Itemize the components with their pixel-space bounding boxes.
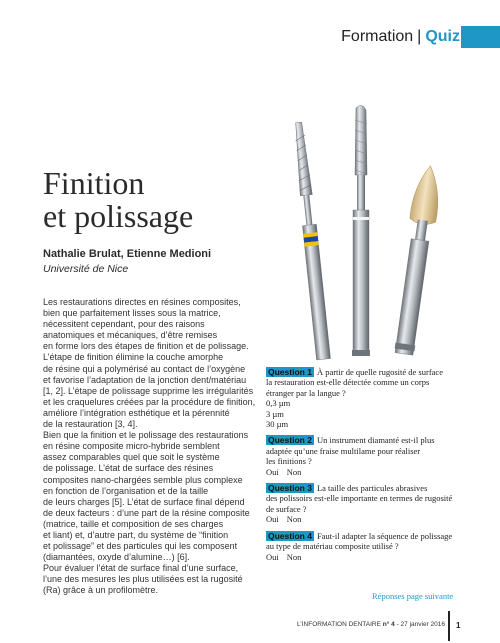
body-line: en fonction de l’organisation et de la taille bbox=[43, 485, 209, 496]
header-accent-bar bbox=[461, 26, 500, 48]
page-footer bbox=[297, 621, 445, 628]
quiz-panel bbox=[266, 367, 466, 568]
body-line: et les craquelures créées par la procédure de finition, bbox=[43, 396, 256, 407]
body-line: de deux facteurs : d’une part de la résine composite bbox=[43, 507, 250, 518]
question-label: Question 2 bbox=[268, 435, 312, 446]
body-line: Pour évaluer l’état de surface final d’une surface, bbox=[43, 563, 239, 574]
affiliation: Université de Nice bbox=[43, 263, 129, 275]
issue-date: - 27 janvier 2016 bbox=[396, 621, 445, 628]
journal-name: L’INFORMATION DENTAIRE bbox=[297, 621, 381, 628]
body-line: de polissage. L’état de surface des résines bbox=[43, 463, 214, 474]
article-body bbox=[43, 297, 265, 597]
body-line: anatomiques et mécaniques, d’être remises bbox=[43, 330, 218, 341]
question-text: La taille des particules abrasives bbox=[316, 483, 428, 494]
answer-option[interactable]: Non bbox=[286, 514, 302, 525]
question-text: adaptée qu’une fraise multilame pour réaliser bbox=[266, 445, 421, 456]
body-line: L’étape de finition élimine la couche amorphe bbox=[43, 352, 224, 363]
answer-option[interactable]: Non bbox=[286, 551, 302, 562]
question-text: la restauration est-elle détectée comme un corps bbox=[266, 377, 430, 388]
title-line: et polissage bbox=[43, 198, 194, 234]
body-line: de leurs charges [5]. L’état de surface final dépend bbox=[43, 496, 245, 507]
answer-option[interactable]: Oui bbox=[266, 466, 279, 477]
question-text: étranger par la langue ? bbox=[266, 387, 346, 398]
body-line: et liant) et, d’autre part, du système de “finition bbox=[43, 529, 229, 540]
page-header bbox=[341, 27, 460, 47]
page-number: 1 bbox=[456, 621, 461, 630]
question-text: Un instrument diamanté est-il plus bbox=[316, 435, 435, 446]
category-label: Quiz bbox=[425, 28, 460, 45]
body-line: [1, 2]. L’étape de polissage supprime les irrégularités bbox=[43, 385, 254, 396]
question-text: au type de matériau composite utilisé ? bbox=[266, 541, 399, 552]
question-text: les finitions ? bbox=[266, 456, 312, 467]
body-line: de la restauration [3, 4]. bbox=[43, 419, 138, 430]
header-separator: | bbox=[417, 28, 422, 45]
body-line: améliore l’intégration esthétique et la pérennité bbox=[43, 407, 230, 418]
body-line: composites nano-chargées semble plus complexe bbox=[43, 474, 243, 485]
body-line: en résine composite micro-hybride semblent bbox=[43, 441, 220, 452]
authors: Nathalie Brulat, Etienne Medioni bbox=[43, 248, 212, 260]
body-line: Les restaurations directes en résines composites, bbox=[43, 297, 241, 307]
question-2 bbox=[266, 435, 466, 477]
question-text: À partir de quelle rugosité de surface bbox=[316, 367, 443, 377]
article-title bbox=[43, 167, 193, 233]
question-label: Question 1 bbox=[268, 367, 312, 377]
title-line: Finition bbox=[43, 165, 145, 201]
question-text: des polissoirs est-elle importante en termes de rugosité bbox=[266, 493, 453, 504]
question-text: Faut-il adapter la séquence de polissage bbox=[316, 530, 453, 541]
body-line: en forme lors des étapes de finition et de polissage. bbox=[43, 341, 249, 352]
question-label: Question 3 bbox=[268, 483, 312, 494]
question-4 bbox=[266, 531, 466, 562]
answer-option[interactable]: 3 µm bbox=[266, 408, 284, 419]
answer-option[interactable]: Oui bbox=[266, 551, 279, 562]
body-line: (Ra) grâce à un profilomètre. bbox=[43, 585, 159, 596]
body-line: et favorise l’adaptation de la jonction dent/matériau bbox=[43, 374, 247, 385]
bur-2 bbox=[352, 105, 370, 356]
bur-1 bbox=[292, 122, 331, 360]
answer-option[interactable]: Oui bbox=[266, 514, 279, 525]
section-label: Formation bbox=[341, 28, 414, 45]
body-line: et polissage” et des particules qui les composent bbox=[43, 541, 238, 552]
body-line: nécessitent cependant, pour des raisons bbox=[43, 319, 205, 330]
footer-divider bbox=[448, 611, 450, 641]
polisher bbox=[391, 164, 444, 356]
answer-option[interactable]: Non bbox=[286, 466, 302, 477]
body-line: (matrice, taille et composition de ses charges bbox=[43, 518, 224, 529]
answer-option[interactable]: 30 µm bbox=[266, 419, 289, 430]
body-line: l’une des mesures les plus utilisées est la rugosité bbox=[43, 574, 243, 585]
dental-instruments-illustration bbox=[270, 100, 470, 365]
body-line: (diamantées, oxyde d’alumine…) [6]. bbox=[43, 552, 190, 563]
issue-number: n° 4 bbox=[382, 621, 395, 628]
question-text: de surface ? bbox=[266, 503, 307, 514]
answer-option[interactable]: 0,3 µm bbox=[266, 398, 291, 409]
question-label: Question 4 bbox=[268, 530, 312, 541]
question-3 bbox=[266, 483, 466, 525]
body-line: bien que parfaitement lisses sous la matrice, bbox=[43, 308, 221, 319]
question-1 bbox=[266, 367, 466, 429]
body-line: Bien que la finition et le polissage des restaurations bbox=[43, 430, 249, 441]
answers-link[interactable]: Réponses page suivante bbox=[372, 591, 454, 601]
body-line: assez comparables quel que soit le système bbox=[43, 452, 220, 463]
body-line: de résine qui a polymérisé au contact de l’oxygène bbox=[43, 363, 246, 374]
